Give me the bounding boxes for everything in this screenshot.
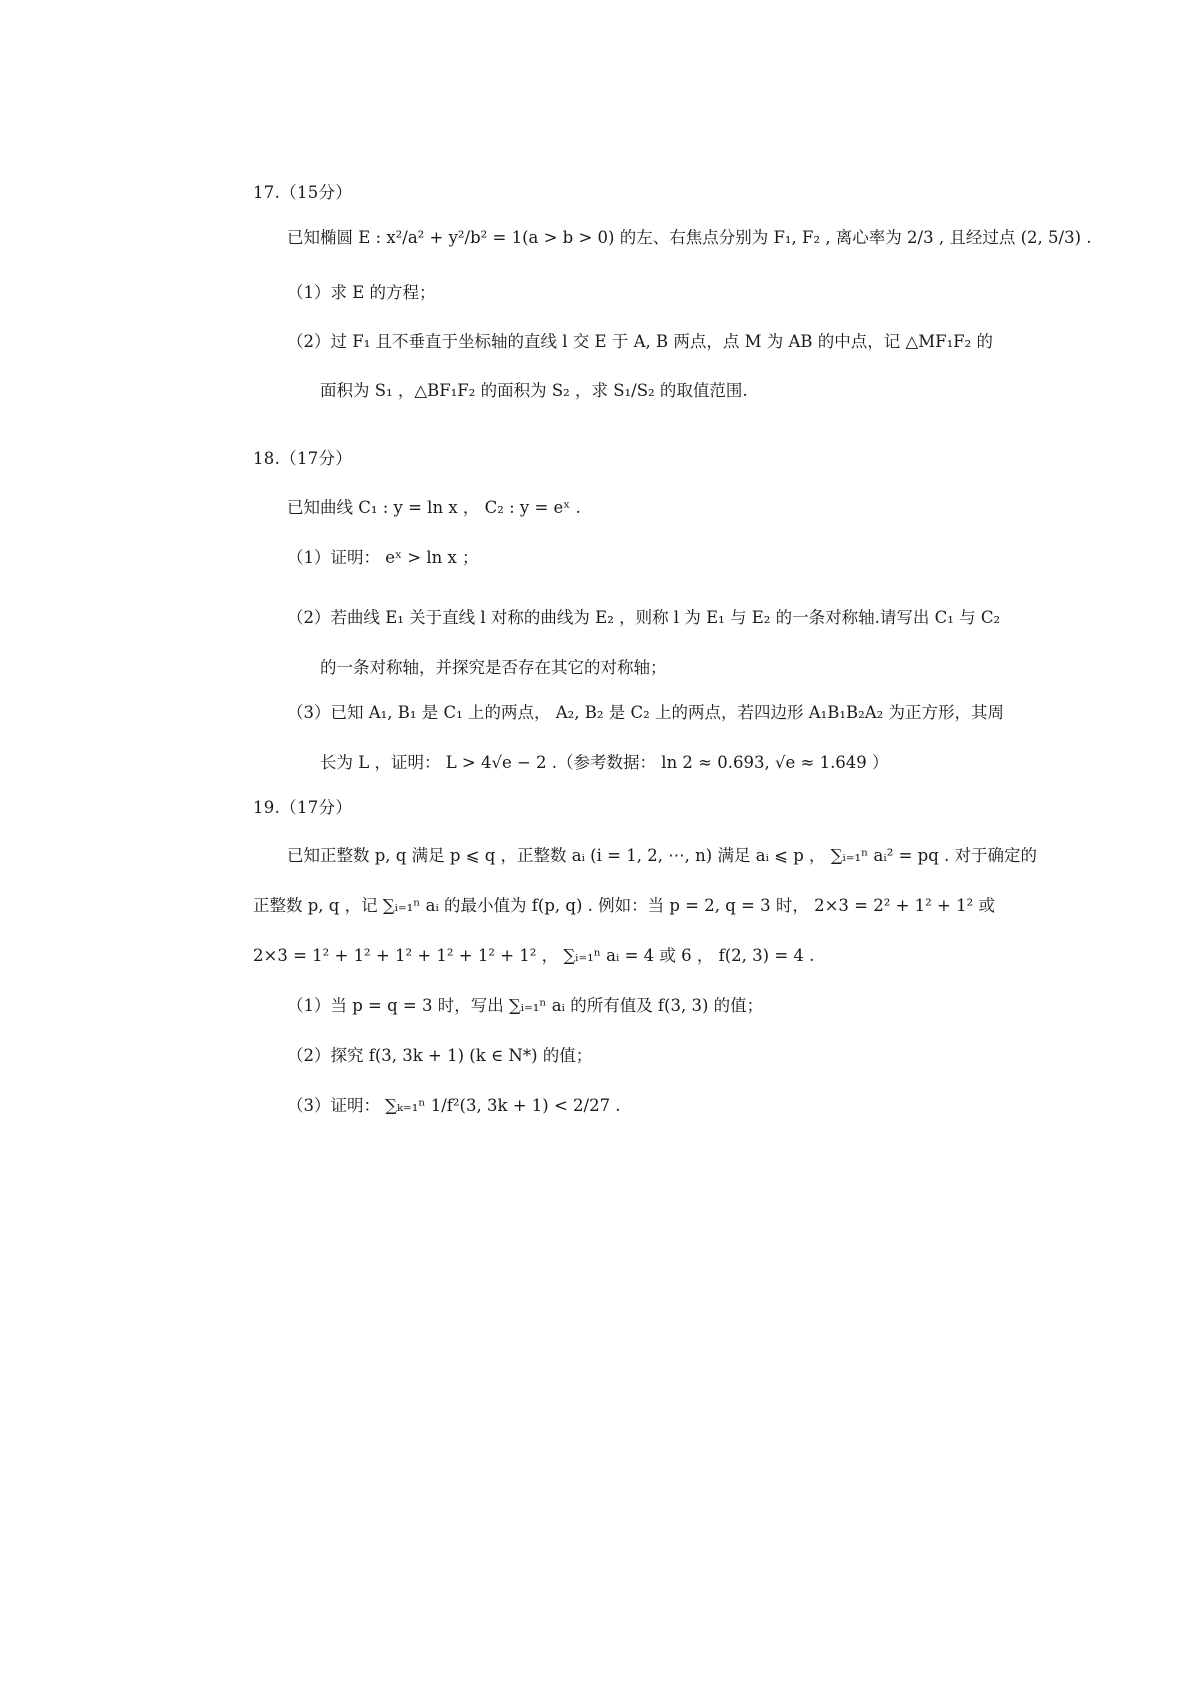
problem-17-part-1: （1）求 E 的方程； [287, 283, 436, 302]
problem-19-part-2: （2）探究 f(3, 3k + 1) (k ∈ N*) 的值； [287, 1046, 593, 1065]
problem-18-heading: 18.（17分） [253, 449, 353, 468]
problem-17-part-2-cont: 面积为 S₁ ，△BF₁F₂ 的面积为 S₂ ，求 S₁/S₂ 的取值范围. [320, 381, 748, 400]
problem-18-statement: 已知曲线 C₁ : y = ln x ， C₂ : y = eˣ . [287, 498, 581, 517]
problem-19-part-1: （1）当 p = q = 3 时，写出 ∑ᵢ₌₁ⁿ aᵢ 的所有值及 f(3, 3) 的值； [287, 996, 764, 1015]
problem-18-part-3: （3）已知 A₁, B₁ 是 C₁ 上的两点， A₂, B₂ 是 C₂ 上的两点，若四边形 A₁B₁B₂A₂ 为正方形，其周 [287, 703, 1004, 722]
problem-18-part-2: （2）若曲线 E₁ 关于直线 l 对称的曲线为 E₂ ，则称 l 为 E₁ 与 E₂ 的一条对称轴.请写出 C₁ 与 C₂ [287, 608, 1001, 627]
problem-18-part-1: （1）证明： eˣ > ln x ； [287, 548, 479, 567]
problem-19-heading: 19.（17分） [253, 798, 353, 817]
problem-19-statement-cont-2: 2×3 = 1² + 1² + 1² + 1² + 1² + 1² ， ∑ᵢ₌₁ⁿ aᵢ = 4 或 6 ， f(2, 3) = 4 . [253, 946, 815, 965]
problem-18-part-2-cont: 的一条对称轴，并探究是否存在其它的对称轴； [320, 658, 667, 677]
problem-17-heading: 17.（15分） [253, 183, 353, 202]
problem-19-statement: 已知正整数 p, q 满足 p ⩽ q ，正整数 aᵢ (i = 1, 2, ⋯, n) 满足 aᵢ ⩽ p ， ∑ᵢ₌₁ⁿ aᵢ² = pq . 对于确定的 [287, 846, 1038, 865]
problem-17-part-2: （2）过 F₁ 且不垂直于坐标轴的直线 l 交 E 于 A, B 两点，点 M 为 AB 的中点，记 △MF₁F₂ 的 [287, 332, 993, 351]
problem-19-statement-cont-1: 正整数 p, q ，记 ∑ᵢ₌₁ⁿ aᵢ 的最小值为 f(p, q) . 例如：当 p = 2, q = 3 时， 2×3 = 2² + 1² + 1² 或 [253, 896, 995, 915]
problem-18-part-3-cont: 长为 L ，证明： L > 4√e − 2 .（参考数据： ln 2 ≈ 0.693, √e ≈ 1.649 ） [320, 753, 889, 772]
problem-17-statement: 已知椭圆 E : x²/a² + y²/b² = 1(a > b > 0) 的左、右焦点分别为 F₁, F₂ , 离心率为 2/3 , 且经过点 (2, 5/3) . [287, 228, 1092, 247]
problem-19-part-3: （3）证明： ∑ₖ₌₁ⁿ 1/f²(3, 3k + 1) < 2/27 . [287, 1096, 621, 1115]
